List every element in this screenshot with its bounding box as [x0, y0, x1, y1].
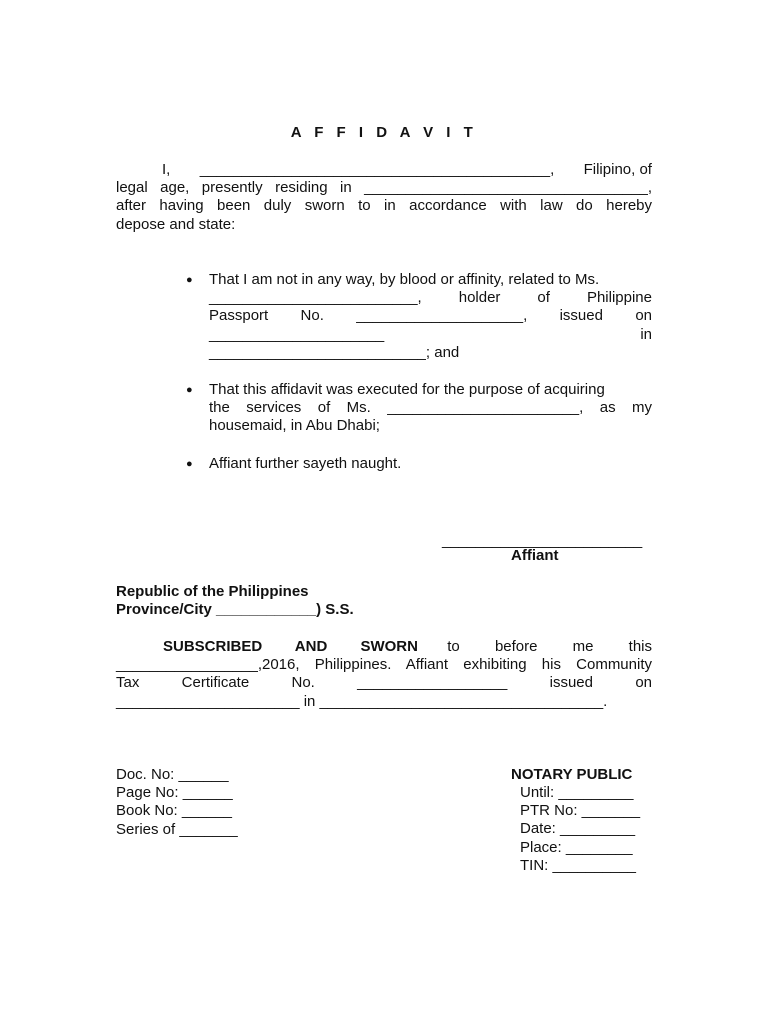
jurat-heading: SUBSCRIBED AND SWORN: [163, 638, 418, 655]
signature-line: ________________________: [442, 532, 643, 549]
intro-paragraph: [116, 161, 652, 234]
bullet-1-line: _____________________ in: [209, 325, 652, 343]
intro-line-2: legal age, presently residing in __________________________________,: [116, 179, 652, 197]
bullet-1-line: __________________________; and: [209, 343, 460, 361]
venue-province: Province/City ____________) S.S.: [116, 601, 354, 619]
notary-until: Until: _________: [520, 784, 634, 801]
bullet-3-line: Affiant further sayeth naught.: [209, 455, 402, 472]
intro-line-3: after having been duly sworn to in accordance with law do hereby: [116, 197, 652, 215]
bullet-item-3: [209, 455, 652, 473]
bullet-marker: ●: [186, 458, 193, 470]
notary-title: NOTARY PUBLIC: [511, 766, 633, 783]
notary-tin: TIN: __________: [520, 856, 636, 874]
name-blank: __________________________________________,: [199, 161, 555, 178]
bullet-1-line: Passport No. ____________________, issued on: [209, 307, 652, 325]
jurat-line-1-rest: to before me this: [447, 638, 652, 655]
bullet-marker: ●: [186, 274, 193, 286]
bullet-item-1: [209, 271, 652, 362]
intro-line-1: [116, 161, 652, 179]
notary-fields: [520, 784, 640, 875]
bullet-2-line: the services of Ms. _______________________, as my: [209, 399, 652, 417]
document-title: A F F I D A V I T: [290, 124, 478, 141]
record-book-no: Book No: ______: [116, 802, 232, 820]
bullet-1-line: That I am not in any way, by blood or affinity, related to Ms.: [209, 271, 600, 288]
intro-pronoun: I,: [162, 161, 171, 178]
bullet-1-line: _________________________, holder of Philippine: [209, 289, 652, 307]
jurat-line-3: Tax Certificate No. __________________ issued on: [116, 674, 652, 692]
notary-place: Place: ________: [520, 838, 633, 856]
jurat-line-4: ______________________ in __________________________________.: [116, 692, 608, 710]
record-series: Series of _______: [116, 820, 238, 838]
jurat-line-1: [116, 638, 652, 656]
jurat-paragraph: [116, 638, 652, 711]
bullet-marker: ●: [186, 384, 193, 396]
intro-line-4: depose and state:: [116, 215, 236, 233]
intro-nationality: Filipino, of: [583, 161, 652, 178]
jurat-line-2: _________________,2016, Philippines. Affiant exhibiting his Community: [116, 656, 652, 674]
notary-date: Date: _________: [520, 820, 636, 838]
notary-ptr-no: PTR No: _______: [520, 802, 641, 820]
venue-block: [116, 583, 354, 619]
bullet-2-line: That this affidavit was executed for the purpose of acquiring: [209, 381, 605, 398]
bullet-item-2: [209, 381, 652, 436]
signature-label: Affiant: [511, 547, 559, 564]
record-doc-no: Doc. No: ______: [116, 766, 229, 783]
bullet-2-line: housemaid, in Abu Dhabi;: [209, 417, 380, 435]
record-block: [116, 766, 238, 839]
record-page-no: Page No: ______: [116, 784, 233, 802]
venue-country: Republic of the Philippines: [116, 583, 309, 600]
